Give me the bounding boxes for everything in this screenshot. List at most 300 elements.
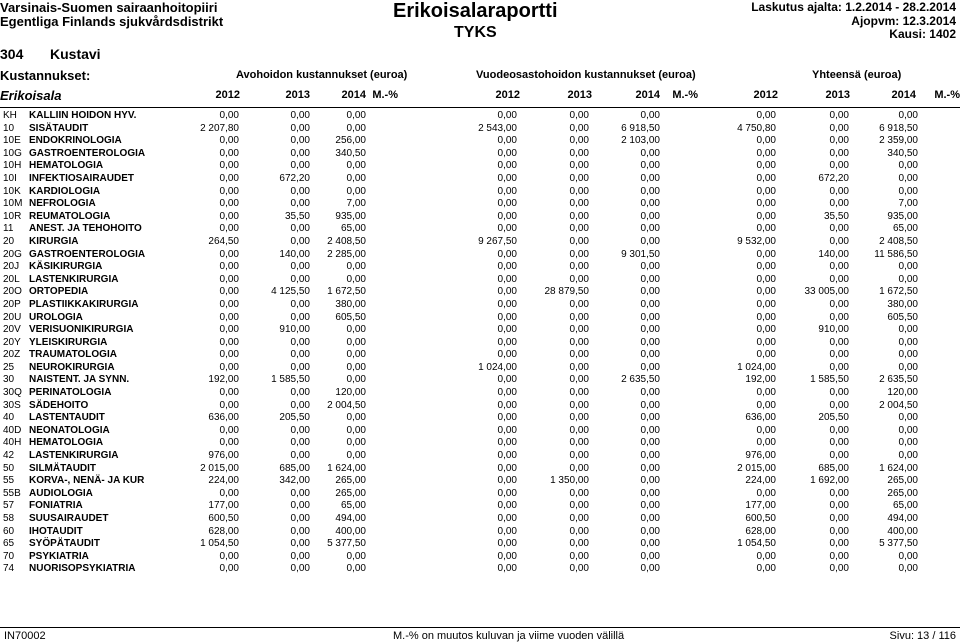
cost-value: 2 015,00 [737, 462, 776, 474]
cost-value: 1 350,00 [550, 475, 589, 487]
cost-value: 0,00 [497, 475, 517, 487]
cost-value: 0,00 [219, 324, 239, 336]
specialty-code: 10G [3, 147, 22, 159]
specialty-name: GASTROENTEROLOGIA [29, 248, 146, 260]
specialty-name: PLASTIIKKAKIRURGIA [29, 298, 139, 310]
year-header: M.-% [372, 89, 398, 101]
cost-value: 2 103,00 [621, 135, 660, 147]
specialty-code: 30 [3, 374, 15, 386]
cost-value: 1 585,50 [810, 374, 849, 386]
cost-value: 0,00 [829, 387, 849, 399]
specialty-name: VERISUONIKIRURGIA [29, 324, 134, 336]
report-subtitle: TYKS [454, 24, 497, 41]
cost-value: 0,00 [219, 160, 239, 172]
cost-value: 0,00 [290, 349, 310, 361]
cost-value: 0,00 [290, 185, 310, 197]
cost-value: 0,00 [569, 248, 589, 260]
cost-value: 0,00 [219, 261, 239, 273]
cost-value: 0,00 [829, 513, 849, 524]
table-row [0, 135, 960, 148]
cost-value: 0,00 [290, 437, 310, 449]
cost-value: 0,00 [497, 223, 517, 235]
cost-value: 5 377,50 [879, 538, 918, 550]
table-row [0, 274, 960, 287]
cost-value: 0,00 [829, 273, 849, 285]
group-inpatient-heading: Vuodeosastohoidon kustannukset (euroa) [476, 69, 696, 81]
table-row [0, 349, 960, 362]
cost-value: 265,00 [335, 487, 366, 499]
cost-value: 0,00 [569, 223, 589, 235]
specialty-code: 60 [3, 525, 15, 537]
cost-value: 0,00 [756, 172, 776, 184]
cost-value: 0,00 [346, 450, 366, 462]
unit-name: Kustavi [50, 46, 101, 62]
cost-value: 0,00 [898, 450, 918, 462]
specialty-name: LASTENKIRURGIA [29, 450, 119, 462]
cost-value: 2 285,00 [327, 248, 366, 260]
cost-value: 4 125,50 [271, 286, 310, 298]
cost-value: 0,00 [756, 185, 776, 197]
cost-value: 65,00 [340, 500, 366, 512]
cost-value: 2 543,00 [478, 122, 517, 134]
cost-value: 2 408,50 [879, 235, 918, 247]
cost-value: 0,00 [290, 450, 310, 462]
cost-value: 0,00 [898, 412, 918, 424]
cost-value: 0,00 [219, 563, 239, 575]
cost-value: 0,00 [569, 235, 589, 247]
cost-value: 0,00 [569, 513, 589, 524]
cost-value: 0,00 [829, 122, 849, 134]
cost-value: 0,00 [569, 298, 589, 310]
cost-value: 0,00 [829, 185, 849, 197]
cost-value: 0,00 [569, 412, 589, 424]
cost-value: 935,00 [335, 210, 366, 222]
unit-code: 304 [0, 46, 24, 62]
cost-value: 1 585,50 [271, 374, 310, 386]
cost-value: 0,00 [290, 223, 310, 235]
cost-value: 0,00 [497, 324, 517, 336]
cost-value: 0,00 [346, 273, 366, 285]
cost-value: 0,00 [569, 538, 589, 550]
specialty-code: 10 [3, 122, 15, 134]
cost-value: 1 024,00 [478, 361, 517, 373]
table-row [0, 160, 960, 173]
cost-value: 0,00 [569, 462, 589, 474]
cost-value: 177,00 [208, 500, 239, 512]
cost-value: 140,00 [279, 248, 310, 260]
cost-value: 0,00 [497, 336, 517, 348]
specialty-code: 10M [3, 198, 23, 210]
cost-value: 0,00 [346, 563, 366, 575]
cost-value: 0,00 [898, 185, 918, 197]
cost-value: 0,00 [290, 198, 310, 210]
cost-value: 0,00 [898, 172, 918, 184]
table-row [0, 387, 960, 400]
cost-value: 0,00 [569, 324, 589, 336]
table-row [0, 211, 960, 224]
specialty-name: NAISTENT. JA SYNN. [29, 374, 130, 386]
cost-value: 265,00 [887, 487, 918, 499]
specialty-name: FONIATRIA [29, 500, 83, 512]
specialty-code: 20O [3, 286, 22, 298]
cost-value: 0,00 [219, 286, 239, 298]
specialty-code: 20J [3, 261, 20, 273]
cost-value: 0,00 [829, 261, 849, 273]
cost-value: 0,00 [497, 550, 517, 562]
table-row [0, 362, 960, 375]
table-row [0, 500, 960, 513]
specialty-code: 57 [3, 500, 15, 512]
table-row [0, 110, 960, 123]
cost-value: 0,00 [829, 160, 849, 172]
year-header: 2013 [285, 89, 310, 101]
cost-value: 0,00 [569, 361, 589, 373]
cost-value: 0,00 [829, 147, 849, 159]
cost-value: 0,00 [497, 387, 517, 399]
specialty-name: HEMATOLOGIA [29, 437, 104, 449]
cost-value: 685,00 [818, 462, 849, 474]
cost-value: 0,00 [497, 298, 517, 310]
cost-value: 0,00 [569, 374, 589, 386]
specialty-code: 10H [3, 160, 22, 172]
cost-value: 0,00 [497, 437, 517, 449]
cost-value: 380,00 [887, 298, 918, 310]
cost-value: 265,00 [887, 475, 918, 487]
cost-value: 0,00 [497, 147, 517, 159]
cost-value: 0,00 [898, 437, 918, 449]
costs-label: Kustannukset: [0, 68, 91, 83]
cost-value: 256,00 [335, 135, 366, 147]
cost-value: 2 635,50 [621, 374, 660, 386]
cost-value: 6 918,50 [879, 122, 918, 134]
cost-value: 0,00 [829, 399, 849, 411]
cost-value: 0,00 [829, 311, 849, 323]
cost-value: 2 015,00 [200, 462, 239, 474]
cost-value: 0,00 [829, 198, 849, 210]
cost-value: 0,00 [569, 437, 589, 449]
year-header: 2012 [215, 89, 240, 101]
cost-value: 0,00 [640, 298, 660, 310]
cost-value: 0,00 [829, 298, 849, 310]
cost-value: 0,00 [569, 387, 589, 399]
specialty-name: NUORISOPSYKIATRIA [29, 563, 136, 575]
cost-value: 0,00 [219, 424, 239, 436]
cost-value: 0,00 [346, 550, 366, 562]
specialty-name: NEUROKIRURGIA [29, 361, 115, 373]
cost-value: 0,00 [290, 336, 310, 348]
cost-value: 0,00 [346, 122, 366, 134]
table-row [0, 475, 960, 488]
cost-value: 0,00 [219, 437, 239, 449]
table-row [0, 513, 960, 526]
table-row [0, 374, 960, 387]
cost-value: 0,00 [898, 273, 918, 285]
cost-value: 0,00 [640, 261, 660, 273]
cost-value: 494,00 [887, 513, 918, 524]
cost-value: 5 377,50 [327, 538, 366, 550]
cost-value: 0,00 [829, 349, 849, 361]
cost-value: 0,00 [640, 361, 660, 373]
cost-value: 0,00 [756, 135, 776, 147]
cost-value: 0,00 [290, 261, 310, 273]
cost-value: 0,00 [290, 538, 310, 550]
cost-value: 0,00 [829, 525, 849, 537]
cost-value: 0,00 [346, 185, 366, 197]
table-row [0, 299, 960, 312]
cost-value: 0,00 [219, 487, 239, 499]
cost-value: 0,00 [219, 273, 239, 285]
cost-value: 0,00 [569, 122, 589, 134]
cost-value: 0,00 [829, 110, 849, 121]
cost-value: 0,00 [497, 248, 517, 260]
cost-value: 0,00 [290, 563, 310, 575]
cost-value: 935,00 [887, 210, 918, 222]
specialty-name: KORVA-, NENÄ- JA KUR [29, 475, 145, 487]
cost-value: 2 359,00 [879, 135, 918, 147]
kausi: Kausi: 1402 [889, 27, 956, 41]
specialty-code: 55 [3, 475, 15, 487]
cost-value: 0,00 [569, 487, 589, 499]
cost-value: 1 054,50 [200, 538, 239, 550]
specialty-name: ORTOPEDIA [29, 286, 89, 298]
cost-value: 2 408,50 [327, 235, 366, 247]
cost-value: 0,00 [829, 424, 849, 436]
table-row [0, 261, 960, 274]
cost-value: 0,00 [569, 185, 589, 197]
cost-value: 0,00 [640, 273, 660, 285]
cost-value: 1 672,50 [879, 286, 918, 298]
cost-value: 0,00 [640, 110, 660, 121]
cost-value: 9 532,00 [737, 235, 776, 247]
table-row [0, 123, 960, 136]
specialty-name: NEONATOLOGIA [29, 424, 110, 436]
cost-value: 2 635,50 [879, 374, 918, 386]
cost-value: 0,00 [756, 160, 776, 172]
cost-value: 0,00 [219, 361, 239, 373]
specialty-table [0, 110, 960, 576]
year-header: 2013 [567, 89, 592, 101]
cost-value: 0,00 [497, 563, 517, 575]
cost-value: 0,00 [219, 550, 239, 562]
cost-value: 0,00 [640, 450, 660, 462]
cost-value: 0,00 [346, 374, 366, 386]
cost-value: 0,00 [219, 210, 239, 222]
cost-value: 0,00 [829, 135, 849, 147]
cost-value: 0,00 [290, 147, 310, 159]
specialty-code: 55B [3, 487, 21, 499]
specialty-code: 30S [3, 399, 21, 411]
cost-value: 0,00 [497, 500, 517, 512]
header-divider [0, 107, 960, 108]
cost-value: 0,00 [640, 387, 660, 399]
cost-value: 628,00 [208, 525, 239, 537]
cost-value: 0,00 [640, 563, 660, 575]
cost-value: 0,00 [640, 538, 660, 550]
specialty-code: 20 [3, 235, 15, 247]
specialty-name: INFEKTIOSAIRAUDET [29, 172, 134, 184]
group-outpatient-heading: Avohoidon kustannukset (euroa) [236, 69, 408, 81]
cost-value: 0,00 [219, 387, 239, 399]
cost-value: 0,00 [898, 324, 918, 336]
cost-value: 0,00 [346, 160, 366, 172]
cost-value: 0,00 [569, 450, 589, 462]
cost-value: 0,00 [497, 110, 517, 121]
cost-value: 0,00 [756, 298, 776, 310]
cost-value: 0,00 [898, 261, 918, 273]
cost-value: 0,00 [640, 336, 660, 348]
cost-value: 685,00 [279, 462, 310, 474]
cost-value: 1 672,50 [327, 286, 366, 298]
year-header: 2014 [891, 89, 916, 101]
cost-value: 0,00 [640, 311, 660, 323]
report-id: IN70002 [4, 630, 46, 642]
cost-value: 0,00 [497, 399, 517, 411]
cost-value: 0,00 [346, 412, 366, 424]
cost-value: 400,00 [887, 525, 918, 537]
cost-value: 0,00 [290, 387, 310, 399]
cost-value: 0,00 [756, 273, 776, 285]
cost-value: 0,00 [829, 361, 849, 373]
specialty-code: 40 [3, 412, 15, 424]
specialty-code: 11 [3, 223, 14, 235]
cost-value: 0,00 [898, 336, 918, 348]
cost-value: 0,00 [829, 336, 849, 348]
cost-value: 11 586,50 [874, 248, 918, 260]
table-row [0, 563, 960, 576]
cost-value: 0,00 [756, 424, 776, 436]
specialty-name: KALLIIN HOIDON HYV. [29, 110, 137, 121]
table-row [0, 223, 960, 236]
cost-value: 0,00 [640, 399, 660, 411]
cost-value: 0,00 [640, 475, 660, 487]
specialty-code: 65 [3, 538, 15, 550]
cost-value: 0,00 [219, 110, 239, 121]
table-row [0, 551, 960, 564]
cost-value: 0,00 [497, 462, 517, 474]
cost-value: 0,00 [569, 349, 589, 361]
table-row [0, 312, 960, 325]
cost-value: 0,00 [640, 437, 660, 449]
specialty-name: GASTROENTEROLOGIA [29, 147, 146, 159]
cost-value: 0,00 [290, 160, 310, 172]
cost-value: 976,00 [745, 450, 776, 462]
cost-value: 140,00 [818, 248, 849, 260]
cost-value: 33 005,00 [804, 286, 849, 298]
org-name-sv: Egentliga Finlands sjukvårdsdistrikt [0, 14, 224, 29]
cost-value: 0,00 [898, 110, 918, 121]
specialty-code: 74 [3, 563, 15, 575]
cost-value: 2 207,80 [200, 122, 239, 134]
cost-value: 0,00 [290, 235, 310, 247]
specialty-name: KIRURGIA [29, 235, 79, 247]
specialty-code: 58 [3, 513, 15, 524]
cost-value: 2 004,50 [879, 399, 918, 411]
cost-value: 672,20 [279, 172, 310, 184]
cost-value: 0,00 [756, 437, 776, 449]
table-row [0, 236, 960, 249]
cost-value: 0,00 [569, 336, 589, 348]
cost-value: 0,00 [346, 261, 366, 273]
specialty-name: SYÖPÄTAUDIT [29, 538, 100, 550]
cost-value: 0,00 [640, 487, 660, 499]
cost-value: 910,00 [279, 324, 310, 336]
cost-value: 0,00 [497, 374, 517, 386]
specialty-name: UROLOGIA [29, 311, 83, 323]
cost-value: 0,00 [346, 424, 366, 436]
cost-value: 340,50 [887, 147, 918, 159]
cost-value: 0,00 [497, 135, 517, 147]
cost-value: 0,00 [640, 223, 660, 235]
cost-value: 0,00 [640, 324, 660, 336]
cost-value: 0,00 [290, 135, 310, 147]
cost-value: 65,00 [892, 500, 918, 512]
cost-value: 0,00 [898, 550, 918, 562]
cost-value: 0,00 [219, 311, 239, 323]
cost-value: 600,50 [745, 513, 776, 524]
table-row [0, 450, 960, 463]
specialty-name: LASTENKIRURGIA [29, 273, 119, 285]
cost-value: 0,00 [829, 500, 849, 512]
specialty-name: REUMATOLOGIA [29, 210, 111, 222]
cost-value: 224,00 [745, 475, 776, 487]
cost-value: 0,00 [497, 273, 517, 285]
cost-value: 0,00 [898, 349, 918, 361]
cost-value: 0,00 [290, 298, 310, 310]
cost-value: 976,00 [208, 450, 239, 462]
specialty-code: 10I [3, 172, 17, 184]
cost-value: 0,00 [569, 160, 589, 172]
cost-value: 0,00 [569, 311, 589, 323]
year-header: M.-% [934, 89, 960, 101]
cost-value: 1 024,00 [737, 361, 776, 373]
cost-value: 0,00 [756, 324, 776, 336]
cost-value: 0,00 [569, 563, 589, 575]
cost-value: 0,00 [219, 172, 239, 184]
specialty-name: ENDOKRINOLOGIA [29, 135, 122, 147]
cost-value: 0,00 [829, 235, 849, 247]
cost-value: 0,00 [756, 399, 776, 411]
specialty-code: 10E [3, 135, 21, 147]
cost-value: 0,00 [756, 110, 776, 121]
table-row [0, 437, 960, 450]
cost-value: 0,00 [497, 412, 517, 424]
cost-value: 0,00 [640, 172, 660, 184]
cost-value: 0,00 [756, 261, 776, 273]
cost-value: 224,00 [208, 475, 239, 487]
cost-value: 1 624,00 [879, 462, 918, 474]
specialty-code: 10R [3, 210, 22, 222]
group-total-heading: Yhteensä (euroa) [812, 69, 902, 81]
cost-value: 0,00 [898, 361, 918, 373]
table-row [0, 526, 960, 539]
cost-value: 9 301,50 [621, 248, 660, 260]
specialty-code: 40D [3, 424, 22, 436]
year-header: 2012 [753, 89, 778, 101]
cost-value: 65,00 [892, 223, 918, 235]
cost-value: 0,00 [569, 210, 589, 222]
cost-value: 0,00 [346, 349, 366, 361]
cost-value: 0,00 [569, 550, 589, 562]
cost-value: 177,00 [745, 500, 776, 512]
cost-value: 0,00 [219, 185, 239, 197]
specialty-name: LASTENTAUDIT [29, 412, 105, 424]
cost-value: 0,00 [346, 324, 366, 336]
specialty-code: 50 [3, 462, 15, 474]
cost-value: 0,00 [756, 248, 776, 260]
cost-value: 0,00 [569, 135, 589, 147]
footer-note: M.-% on muutos kuluvan ja viime vuoden välillä [393, 630, 625, 642]
cost-value: 0,00 [569, 399, 589, 411]
